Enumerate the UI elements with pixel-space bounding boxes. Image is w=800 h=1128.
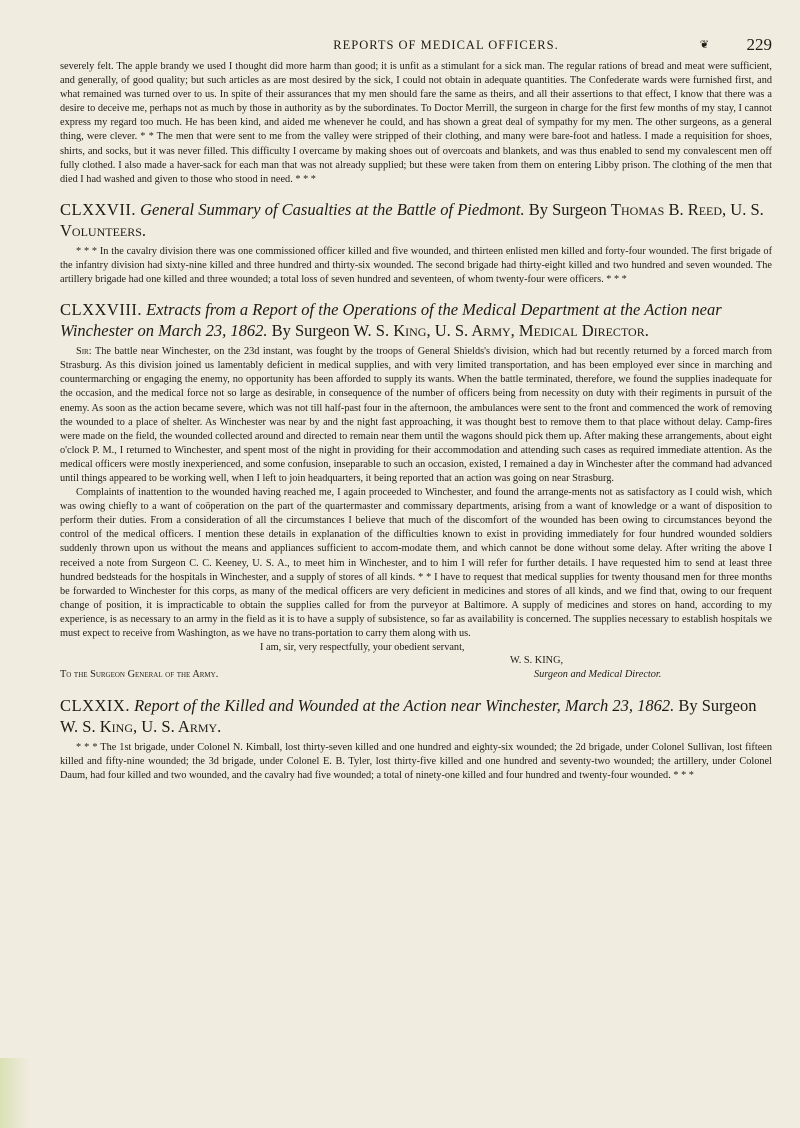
section-byline-prefix: By Surgeon W. S.: [60, 696, 757, 737]
section-title: General Summary of Casualties at the Battle of Piedmont.: [140, 199, 525, 219]
section-byline-prefix: By Surgeon: [528, 199, 607, 219]
section-heading-clxxix: [60, 695, 772, 737]
section-byline-name: King, U. S. Army.: [99, 717, 222, 737]
section-body: * * * In the cavalry division there was one commissioned officer killed and five wounded, and thirteen enlisted men killed and forty-four wounded. The first brigade of the infantry division had sixty-nine killed and three hundred and thirty-six wounded. The second brigade had thirty-eight killed and two hundred and seven wounded. The artillery brigade had one killed and three wounded; a total loss of seven hundred and seventeen, of whom twenty-four were officers. * * *: [60, 245, 772, 286]
signature-name: W. S. KING,: [510, 655, 564, 667]
addressee-line: [60, 669, 772, 683]
page-number: 229: [746, 35, 772, 54]
letter-paragraph-text: The battle near Winchester, on the 23d instant, was fought by the troops of General Shields's division, which had but recently returned by a forced march from Strasburg. As this division joined us lamentably deficient in medical supplies, and with very limited transportation, and has been employed ever since in marching and countermarching or engaging the enemy, no opportunity has been afforded to supply its wants. When the battle terminated, therefore, we found the supplies inadequate for the occasion, and the medical force not so large as desirable, in consequence of the number of officers being from necessity on duty with their regiments in pursuit of the enemy. As soon as the action became severe, which was not till half-past four in the afternoon, the ambulances were sent to the front and commenced the work of removing the wounded to a place of shelter. As Winchester was near by and the night fast approaching, it was thought best to remove them to that place without delay. Camp-fires were made on the field, the wounded collected around and directed to remain near them until the wagons should pick them up. After making these arrangements, about eight o'clock P. M., I returned to Winchester, and spent most of the night in providing for their accommodation and attending such cases as required immediate attention. As the medical officers were mostly inexperienced, and some confusion, inseparable to such an occasion, existed, I remained a day in Winchester after the command had advanced until things appeared to be working well, when I left to join headquarters, it being reported that an action was going on near Strasburg.: [60, 346, 772, 484]
intro-paragraph: severely felt. The apple brandy we used I thought did more harm than good; it is unfit as a stimulant for a sick man. The regular rations of bread and meat were sufficient, and generally, of good quality; but such articles as are most desired by the sick, I could not obtain in adequate quantities. The Confederate wards were furnished first, and what remained was turned over to us. In spite of their assurances that my men should fare the same as theirs, and all their assertions to that effect, I know that there was a desire to deceive me, perhaps not as much by those in authority as by the subordinates. To Doctor Merrill, the surgeon in charge for the first few months of my stay, I cannot express my regard too much. He has been kind, and aided me whenever he could, and has shown a great deal of sympathy for my men. The other surgeons, as a general thing, were clever. * * The men that were sent to me from the valley were stripped of their clothing, and many were bare-foot and hatless. I made a requisition for shoes, shirts, and socks, but it was never filled. This difficulty I overcame by making shoes out of overcoats and blankets, and was thus enabled to send my convalescent men off fully clothed. I also made a haver-sack for each man that was not already supplied; but these were taken from them on entering Libby prison. The clothing of the men that died I had washed and given to those who stood in need. * * *: [60, 61, 772, 185]
section-title: Report of the Killed and Wounded at the Action near Winchester, March 23, 1862.: [134, 696, 675, 716]
section-byline-prefix: By Surgeon W. S.: [271, 321, 390, 341]
running-head: [60, 35, 772, 60]
document-page: [60, 35, 772, 783]
section-number: CLXXVII.: [60, 199, 136, 219]
section-number: CLXXIX.: [60, 696, 130, 716]
paper-discoloration: [0, 1058, 30, 1128]
ornament-icon: ❦: [699, 39, 710, 51]
running-head-title: REPORTS OF MEDICAL OFFICERS.: [333, 38, 559, 52]
salutation: Sir:: [76, 346, 92, 358]
section-heading-clxxviii: [60, 299, 772, 341]
section-heading-clxxvii: [60, 199, 772, 241]
signature-title: Surgeon and Medical Director.: [534, 669, 662, 681]
letter-paragraph: [60, 345, 772, 486]
letter-closing: I am, sir, very respectfully, your obedient servant,: [260, 642, 465, 654]
letter-paragraph: Complaints of inattention to the wounded having reached me, I again proceeded to Winchester, and found the arrange-ments not as satisfactory as I could wish, which was owing chiefly to a want of coöperation on the part of the quartermaster and commissary departments, arising from a want of knowledge or a want of disposition to perform their duties. From a consideration of all the circumstances I believe that much of the discomfort of the wounded has been owing to circumstances beyond the control of the medical officers. I mention these details in explanation of the difficulties known to exist in providing immediately for four hundred wounded soldiers suddenly thrown upon us without the means and appliances sufficient to accom-modate them, and which cannot be done without some delay. After writing the above I received a note from Surgeon C. C. Keeney, U. S. A., to meet him in Winchester, and to him I will refer for further details. I have requested him to send at least three hundred bedsteads for the hospitals in Winchester, and a supply of stores of all kinds. * * I have to request that medical supplies for twenty thousand men for three months be forwarded to Winchester for this corps, as many of the medical officers are very deficient in medicines and stores of all kinds, and we find that, owing to our frequent change of position, it is impracticable to obtain the supplies called for from the purveyor at Baltimore. A supply of medicines and stores on hand, according to my experience, is as necessary to an army in the field as it is to have a supply of subsistence, so far as availability is concerned. The supplies necessary to establish hospitals we must expect to receive from Washington, as we have no trans-portation to carry them along with us.: [60, 487, 772, 639]
addressee: To the Surgeon General of the Army.: [60, 669, 219, 681]
section-byline-name: Thomas B. Reed, U. S. Volunteers.: [60, 199, 764, 240]
section-byline-name: King, U. S. Army, Medical Director.: [393, 321, 649, 341]
section-number: CLXXVIII.: [60, 300, 142, 320]
signature-line: [60, 655, 772, 669]
section-title: Extracts from a Report of the Operations of the Medical Department at the Action near Winchester on March 23, 1862.: [60, 300, 722, 341]
section-body: * * * The 1st brigade, under Colonel N. Kimball, lost thirty-seven killed and one hundred and eighty-six wounded; the 2d brigade, under Colonel Sullivan, lost fifteen killed and fifty-nine wounded; the 3d brigade, under Colonel E. B. Tyler, lost thirty-five killed and one hundred and seventy-two wounded; the artillery, under Colonel Daum, had four killed and two wounded, and the cavalry had five wounded; a total of ninety-one killed and four hundred and twenty-four wounded. * * *: [60, 742, 772, 782]
